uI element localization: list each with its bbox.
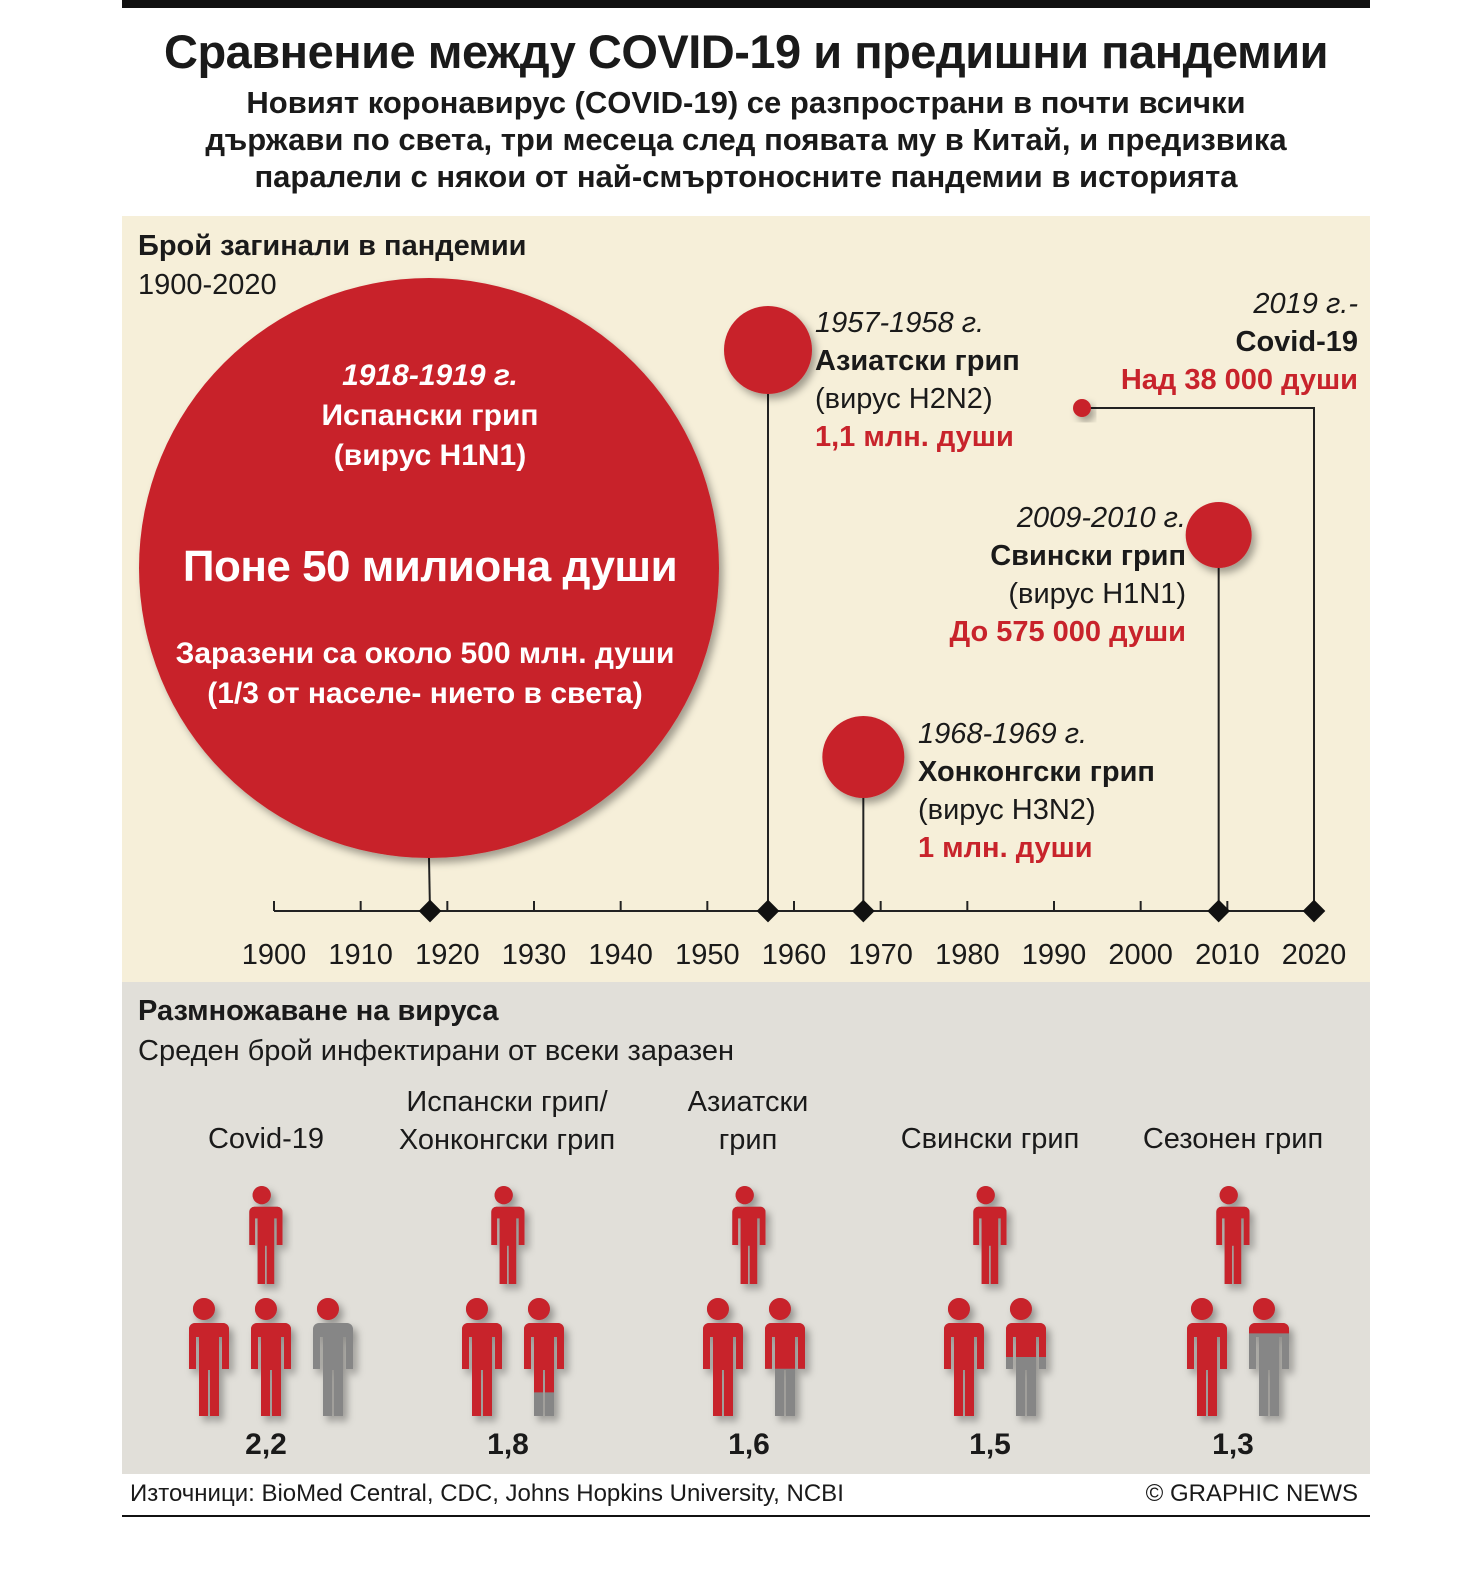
infected-person	[761, 1298, 805, 1416]
spanish-virus: (вирус H1N1)	[333, 439, 527, 472]
covid-bubble	[1073, 399, 1091, 417]
source-person	[1213, 1186, 1250, 1284]
swine-label	[949, 499, 1186, 651]
spanish-years: 1918-1919 г.	[342, 359, 518, 392]
hongkong-virus: (вирус H3N2)	[918, 794, 1096, 826]
source-person	[729, 1186, 766, 1284]
subtitle-line: Новият коронавирус (COVID-19) се разпространи в почти всички	[246, 85, 1246, 120]
group-title-covid: Covid-19	[207, 1123, 325, 1155]
infected-person	[1183, 1298, 1227, 1416]
group-title-asian: Азиатски грип	[687, 1086, 809, 1156]
spanish-name: Испански грип	[321, 399, 539, 432]
group-title-swine: Свински грип	[900, 1123, 1080, 1155]
axis-tick-label: 1950	[675, 939, 740, 971]
spanish-info	[140, 356, 720, 476]
infected-person	[185, 1298, 229, 1416]
infected-person	[699, 1298, 743, 1416]
group-value-spanish-hongkong: 1,8	[487, 1428, 529, 1461]
infected-person	[309, 1298, 353, 1416]
source-person	[970, 1186, 1007, 1284]
page-title: Сравнение между COVID-19 и предишни пандемии	[164, 25, 1328, 78]
covid-name: Covid-19	[1235, 326, 1358, 358]
footer-sources: Източници: BioMed Central, CDC, Johns Hopkins University, NCBI	[130, 1480, 844, 1507]
deaths-section-title: Брой загинали в пандемии	[138, 230, 527, 262]
group-value-seasonal: 1,3	[1212, 1428, 1254, 1461]
infected-person	[1245, 1298, 1289, 1416]
swine-deaths: До 575 000 души	[949, 616, 1186, 648]
spanish-marker	[419, 900, 442, 923]
covid-deaths: Над 38 000 души	[1120, 364, 1358, 396]
axis-tick-label: 2020	[1281, 939, 1347, 971]
deaths-section-subtitle: 1900-2020	[138, 269, 277, 301]
axis-tick-label: 1940	[588, 939, 653, 971]
axis-tick-label: 1920	[415, 939, 480, 971]
asian-marker	[757, 900, 780, 923]
axis-tick-label: 1990	[1021, 939, 1087, 971]
swine-virus: (вирус H1N1)	[1008, 578, 1186, 610]
axis-tick-label: 1980	[935, 939, 1000, 971]
group-title-seasonal: Сезонен грип	[1142, 1123, 1324, 1155]
axis-tick-label: 1960	[761, 939, 827, 971]
infected-person	[520, 1298, 564, 1416]
covid-label	[1121, 285, 1358, 399]
footer-copyright: © GRAPHIC NEWS	[1145, 1480, 1358, 1507]
hongkong-marker	[852, 900, 875, 923]
group-value-swine: 1,5	[969, 1428, 1011, 1461]
group-value-covid: 2,2	[245, 1428, 287, 1461]
hongkong-label	[918, 715, 1155, 867]
axis-tick-label: 1970	[848, 939, 913, 971]
hongkong-deaths: 1 млн. души	[918, 832, 1093, 864]
covid-marker	[1303, 900, 1326, 923]
hongkong-name: Хонконгски грип	[918, 756, 1155, 788]
spread-section-title: Размножаване на вируса	[138, 995, 499, 1027]
asian-name: Азиатски грип	[815, 345, 1020, 377]
swine-years: 2009-2010 г.	[1016, 502, 1186, 534]
covid-years: 2019 г.-	[1253, 288, 1358, 320]
asian-bubble	[724, 306, 812, 394]
axis-tick-label: 2000	[1108, 939, 1173, 971]
asian-deaths: 1,1 млн. души	[815, 421, 1014, 453]
hongkong-years: 1968-1969 г.	[918, 718, 1088, 750]
asian-label	[815, 304, 1020, 456]
swine-name: Свински грип	[990, 540, 1186, 572]
axis-tick-label: 2010	[1195, 939, 1260, 971]
group-value-asian: 1,6	[728, 1428, 770, 1461]
axis-tick-label: 1910	[328, 939, 393, 971]
axis-tick-label: 1930	[501, 939, 567, 971]
source-person	[246, 1186, 283, 1284]
bottom-rule	[122, 1515, 1370, 1517]
spanish-note: Заразени са около 500 млн. души (1/3 от населе- нието в света)	[175, 637, 675, 710]
axis-tick-label: 1900	[241, 939, 307, 971]
spanish-deaths: Поне 50 милиона души	[182, 542, 678, 591]
group-title-spanish-hongkong: Испански грип/ Хонконгски грип	[398, 1086, 616, 1156]
infected-person	[1002, 1298, 1046, 1416]
infected-person	[247, 1298, 291, 1416]
asian-virus: (вирус H2N2)	[815, 383, 993, 415]
infected-person	[458, 1298, 502, 1416]
asian-years: 1957-1958 г.	[815, 307, 985, 339]
subtitle-line: паралели с някои от най-смъртоносните пандемии в историята	[254, 159, 1238, 194]
hongkong-bubble	[822, 716, 904, 798]
infected-person	[940, 1298, 984, 1416]
spread-section-subtitle: Среден брой инфектирани от всеки заразен	[138, 1035, 734, 1067]
swine-bubble	[1186, 502, 1252, 568]
source-person	[488, 1186, 525, 1284]
subtitle-line: държави по света, три месеца след появата му в Китай, и предизвика	[205, 122, 1287, 157]
